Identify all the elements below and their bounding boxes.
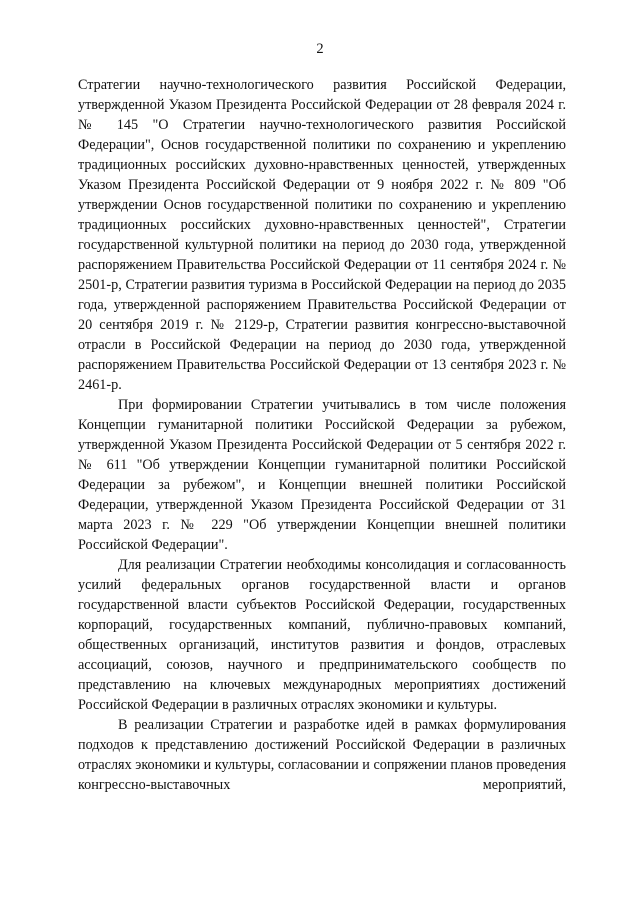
document-body [78, 75, 566, 795]
paragraph-implementation-participants: В реализации Стратегии и разработке идей в рамках формулирования подходов к представлению достижений Российской Федерации в различных отраслях экономики и культуры, согласовании и сопряжении планов проведения конгрессно-выставочных мероприятий, [78, 717, 566, 793]
paragraph-implementation-needs: Для реализации Стратегии необходимы консолидация и согласованность усилий федеральных органов государственной власти и органов государственной власти субъектов Российской Федерации, государственных корпораций, государственных компаний, публично-правовых компаний, общественных организаций, институтов развития и фондов, отраслевых ассоциаций, союзов, научного и предпринимательского сообществ по представлению на ключевых международных мероприятиях достижений Российской Федерации в различных отраслях экономики и культуры. [78, 557, 566, 713]
paragraph-concepts-considered: При формировании Стратегии учитывались в том числе положения Концепции гуманитарной политики Российской Федерации за рубежом, утвержденной Указом Президента Российской Федерации от 5 сентября 2022 г. № 611 "Об утверждении Концепции гуманитарной политики Российской Федерации за рубежом", и Концепции внешней политики Российской Федерации, утвержденной Указом Президента Российской Федерации от 31 марта 2023 г. № 229 "Об утверждении Концепции внешней политики Российской Федерации". [78, 397, 566, 553]
page-number: 2 [316, 41, 324, 57]
paragraph-strategies-list: Стратегии научно-технологического развития Российской Федерации, утвержденной Указом Президента Российской Федерации от 28 февраля 2024 г. № 145 "О Стратегии научно-технологического развития Российской Федерации", Основ государственной политики по сохранению и укреплению традиционных российских духовно-нравственных ценностей, утвержденных Указом Президента Российской Федерации от 9 ноября 2022 г. № 809 "Об утверждении Основ государственной политики по сохранению и укреплению традиционных российских духовно-нравственных ценностей", Стратегии государственной культурной политики на период до 2030 года, утвержденной распоряжением Правительства Российской Федерации от 11 сентября 2024 г. № 2501-р, Стратегии развития туризма в Российской Федерации на период до 2035 года, утвержденной распоряжением Правительства Российской Федерации от 20 сентября 2019 г. № 2129-р, Стратегии развития конгрессно-выставочной отрасли в Российской Федерации на период до 2030 года, утвержденной распоряжением Правительства Российской Федерации от 13 сентября 2023 г. № 2461-р. [78, 77, 566, 393]
